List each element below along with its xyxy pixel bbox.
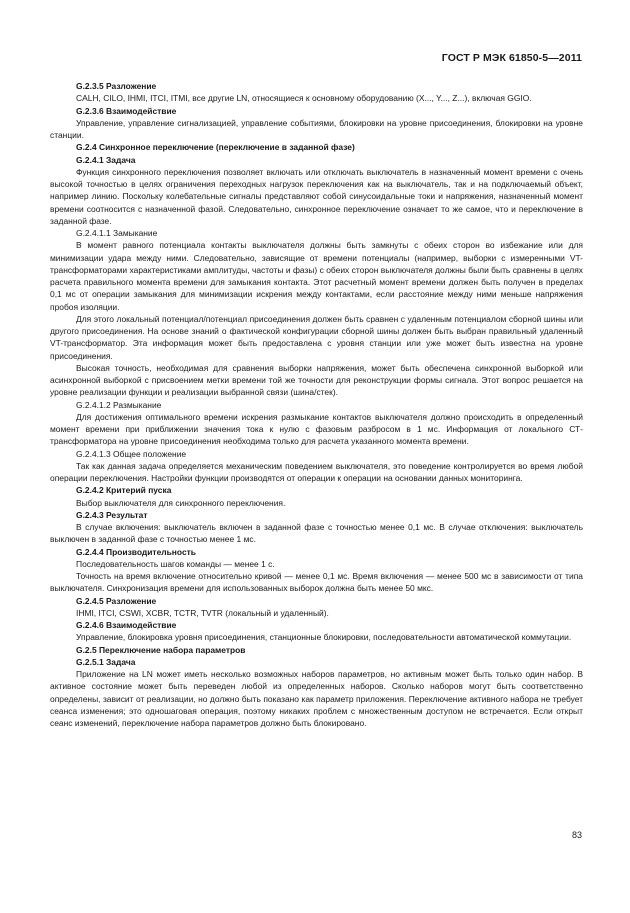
body-paragraph: Управление, управление сигнализацией, управление событиями, блокировки на уровне присоединения, блокировки на уровне станции. [50, 117, 583, 140]
page-header-title: ГОСТ Р МЭК 61850-5—2011 [441, 52, 582, 64]
body-paragraph: Функция синхронного переключения позволяет включать или отключать выключатель в назначенный момент времени с очень высокой точностью в целях ограничения переходных нагрузок переключения как на выключатель, так и на подключаемый объект, например линию. Поскольку колебательные сигналы представляют собой синусоидальные токи и напряжения, назначенный момент времени соотносится с назначенной фазой. Следовательно, синхронное переключение означает то же самое, что и переключение в заданной фазе. [50, 166, 583, 226]
body-paragraph: Точность на время включение относительно кривой — менее 0,1 мс. Время включения — менее 500 мс в зависимости от типа выключателя. Синхронизация времени для использованных выборок должна быть менее 50 мкс. [50, 571, 583, 594]
body-paragraph: Последовательность шагов команды — менее 1 с. [76, 558, 275, 569]
body-paragraph: В момент равного потенциала контакты выключателя должны быть замкнуты с обеих сторон во избежание или для минимизации удара между ними. Следовательно, зависящие от времени потенциалы (например, выборки с измеренными VT-трансформаторами характеристиками амплитуды, частоты и фазы) с обеих сторон выключателя должны были быть сравнены в целях расчета правильного момента времени для замыкания контакта. Этот расчетный момент времени должен быть получен в пределах 0,1 мс от операции замыкания для минимизации искрения между контактами, если расстояние между ними меньше напряжения пробоя изоляции. [50, 240, 583, 312]
body-paragraph: Для этого локальный потенциал/потенциал присоединения должен быть сравнен с удаленным потенциалом сборной шины или другого присоединения. На основе знаний о фактической конфигурации сборной шины должен быть выбран правильный удаленный VT-трансформатор. Эта информация может быть предоставлена с уровня станции или уже может быть известна на уровне присоединения. [50, 313, 583, 361]
section-heading: G.2.4.2 Критерий пуска [76, 485, 172, 496]
section-heading: G.2.5 Переключение набора параметров [76, 644, 246, 655]
body-paragraph: Управление, блокировка уровня присоединения, станционные блокировки, последовательности автоматической коммутации. [76, 632, 572, 643]
page-number: 83 [571, 830, 582, 840]
body-paragraph: Выбор выключателя для синхронного переключения. [76, 497, 286, 508]
body-paragraph: Так как данная задача определяется механическим поведением выключателя, это поведение контролируется во время любой операции переключения. Настройки функции производятся от операции к операции на основании данных мониторинга. [50, 460, 583, 483]
body-paragraph: Для достижения оптимального времени искрения размыкание контактов выключателя должно происходить в определенный момент времени при приближении значения тока к нулю с фазовым разбросом в 1 мс. Информация от локального СТ-трансформатора на уровне присоединения необходима только для расчета указанного момента времени. [50, 411, 583, 447]
section-heading: G.2.4.4 Производительность [76, 546, 196, 557]
section-heading: G.2.4 Синхронное переключение (переключение в заданной фазе) [76, 142, 355, 153]
section-heading: G.2.4.5 Разложение [76, 595, 157, 606]
subsection-heading: G.2.4.1.2 Размыкание [76, 399, 162, 410]
body-paragraph: CALH, CILO, IHMI, ITCI, ITMI, все другие LN, относящиеся к основному оборудованию (X..., Y..., Z...), включая GGIO. [76, 93, 532, 104]
section-heading: G.2.3.5 Разложение [76, 81, 157, 91]
body-paragraph: В случае включения: выключатель включен в заданной фазе с точностью менее 0,1 мс. В случае отключения: выключатель выключен в заданной фазе с точностью менее 1 мс. [50, 522, 583, 545]
section-heading: G.2.5.1 Задача [76, 656, 136, 667]
section-heading: G.2.3.6 Взаимодействие [76, 105, 177, 116]
body-paragraph: Приложение на LN может иметь несколько возможных наборов параметров, но активным может быть только один набор. В активное состояние может быть переведен любой из определенных наборов. Сколько наборов могут быть соответственно определены, зависит от реализации, но должно быть показано как параметр приложения. Переключение активного набора не требует сеанса изменения; это одношаговая операция, поэтому никаких проблем с множественным доступом не встречается. Если открыт сеанс изменений, переключение набора параметров должно быть блокировано. [50, 669, 583, 728]
section-heading: G.2.4.3 Результат [76, 509, 148, 520]
subsection-heading: G.2.4.1.3 Общее положение [76, 448, 187, 459]
subsection-heading: G.2.4.1.1 Замыкание [76, 228, 158, 238]
section-heading: G.2.4.6 Взаимодействие [76, 620, 177, 630]
body-paragraph: Высокая точность, необходимая для сравнения выборки напряжения, может быть обеспечена синхронной выборкой или асинхронной выборкой с присвоением метки времени той же точности для реконструкции формы сигнала. Этот вопрос решается на уровне реализации функции и реализации выбранной связи (шина/стек). [50, 362, 583, 398]
body-paragraph: IHMI, ITCI, CSWI, XCBR, TCTR, TVTR (локальный и удаленный). [76, 607, 329, 618]
section-heading: G.2.4.1 Задача [76, 154, 136, 165]
document-body [50, 80, 583, 729]
